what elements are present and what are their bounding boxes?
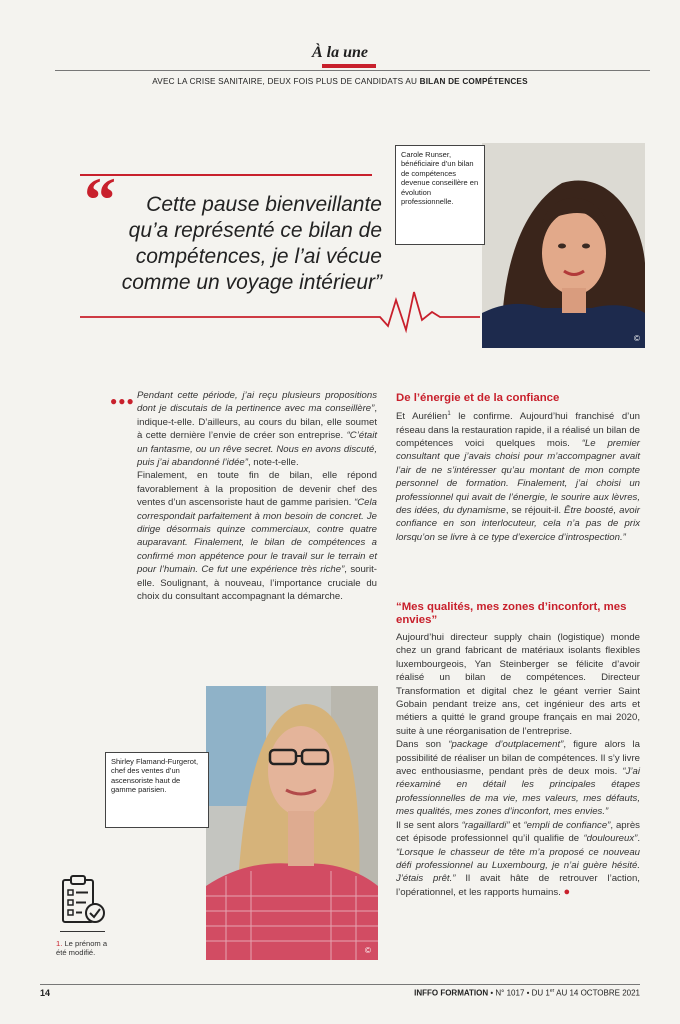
paragraph: Dans son “package d’outplacement”, figure alors la possibilité de réaliser un bilan de compétences. Il s’y livre avec enthousiasme, pendant près de deux mois. “J’ai réexaminé en détail les principales étapes professionnelles de ma vie, mes valeurs, mes défauts, mes qualités, mes zones d’inconfort, mes envies.” (396, 739, 640, 818)
footer-issue: INFFO FORMATION • N° 1017 • DU 1er AU 14 OCTOBRE 2021 (414, 988, 640, 998)
pull-quote-line: compétences, je l’ai vécue (135, 245, 382, 269)
paragraph: Et Aurélien$^1$ le confirme. Aujourd’hui franchisé d’un réseau dans la restauration rapide, il a réalisé un bilan de compétences voici quelques mois. “Le premier consultant que j’avais choisi pour m’accompagner avait l’air de ne s’intéresser qu’au montant de mon compte personnel de formation. Finalement, j’ai choisi un professionnel qui avait de l’énergie, le sourire aux lèvres, des idées, du dynamisme, se réjouit-il. Être boosté, avoir confiance en son interlocuteur, cela n’a pas de prix lorsqu’on se livre à ce type d’exercice d’introspection.” (396, 411, 640, 543)
continuation-dots: ●●● (110, 394, 135, 408)
pull-quote-line: Cette pause bienveillante (146, 193, 382, 216)
portrait-photo-shirley (206, 686, 378, 960)
article-subhead: AVEC LA CRISE SANITAIRE, DEUX FOIS PLUS DE CANDIDATS AU BILAN DE COMPÉTENCES (152, 77, 528, 86)
footnote-rule (60, 931, 105, 932)
pull-quote-line: qu’a représenté ce bilan de (128, 219, 382, 243)
section-heading: “Mes qualités, mes zones d’inconfort, mes envies” (396, 601, 627, 626)
quote-mark: “ (84, 164, 116, 235)
photo-copyright-mark: © (365, 946, 371, 955)
pull-quote (92, 192, 382, 296)
paragraph: Aujourd’hui directeur supply chain (logistique) monde chez un grand fabricant de matériaux isolants flexibles luxembourgeois, Yan Steinberger se félicite d’avoir réalisé un bilan de compétences. Directeur Transformation et digital chez le géant verrier Saint Gobain pendant treize ans, cet ingénieur des arts et métiers a quitté le grand groupe français en mai 2020, suite à une réorganisation de l’entreprise. (396, 632, 640, 737)
ecg-pulse-line (80, 290, 480, 334)
page-number: 14 (40, 988, 51, 998)
end-of-article-dot: ● (563, 885, 571, 898)
footnote: 1. Le prénom a été modifié. (56, 939, 108, 958)
paragraph: Pendant cette période, j’ai reçu plusieurs propositions dont je discutais de la pertinence avec ma conseillère”, indique-t-elle. D’ailleurs, au cours du bilan, elle soumet à cette dernière l’envie de créer son entreprise. “C’était un fantasme, ou un rêve secret. Nous en avons discuté, puis j’ai abandonné l’idée”, note-t-elle. (137, 390, 377, 469)
photo-caption: Carole Runser, bénéficiaire d’un bilan de compétences devenue conseillère en évolution professionnelle. (395, 145, 485, 245)
checklist-clipboard-icon (60, 875, 108, 927)
section-heading: De l’énergie et de la confiance (396, 392, 560, 404)
article-column-right-top (396, 408, 640, 544)
rubric-underline (322, 64, 376, 68)
photo-caption: Shirley Flamand-Furgerot, chef des ventes d’un ascensoriste haut de gamme parisien. (105, 752, 209, 828)
portrait-photo-carole (482, 143, 645, 348)
quote-top-rule (80, 174, 372, 176)
pull-quote-line: comme un voyage intérieur” (121, 271, 382, 295)
paragraph: Finalement, en toute fin de bilan, elle répond favorablement à la proposition de devenir chef des ventes d’un ascensoriste haut de gamme parisien. “Cela correspondait parfaitement à mon besoin de concret. Je dirige désormais quinze commerciaux, contre quatre auparavant. Finalement, le bilan de compétences a confirmé mon appétence pour le travail sur le terrain et pour l’humain. Ce fut une expérience très riche”, sourit-elle. Soulignant, à nouveau, l’importance cruciale du choix du consultant accompagnant la démarche. (137, 470, 377, 603)
article-column-left (137, 389, 377, 604)
photo-copyright-mark: © (634, 334, 640, 343)
section-rubric: À la une (311, 44, 368, 61)
footer-rule (40, 984, 640, 985)
article-column-right-bottom (396, 631, 640, 899)
paragraph: Il se sent alors “ragaillardi” et “empli de confiance”, après cet épisode professionnel qu’il qualifie de “douloureux”. “Lorsque le chasseur de tête m’a proposé ce nouveau défi professionnel au Luxembourg, je n’ai guère hésité. J’étais prêt.” Il avait hâte de retrouver l’action, l’opérationnel, et les rapports humains. ● (396, 819, 640, 898)
header-rule (55, 70, 650, 71)
